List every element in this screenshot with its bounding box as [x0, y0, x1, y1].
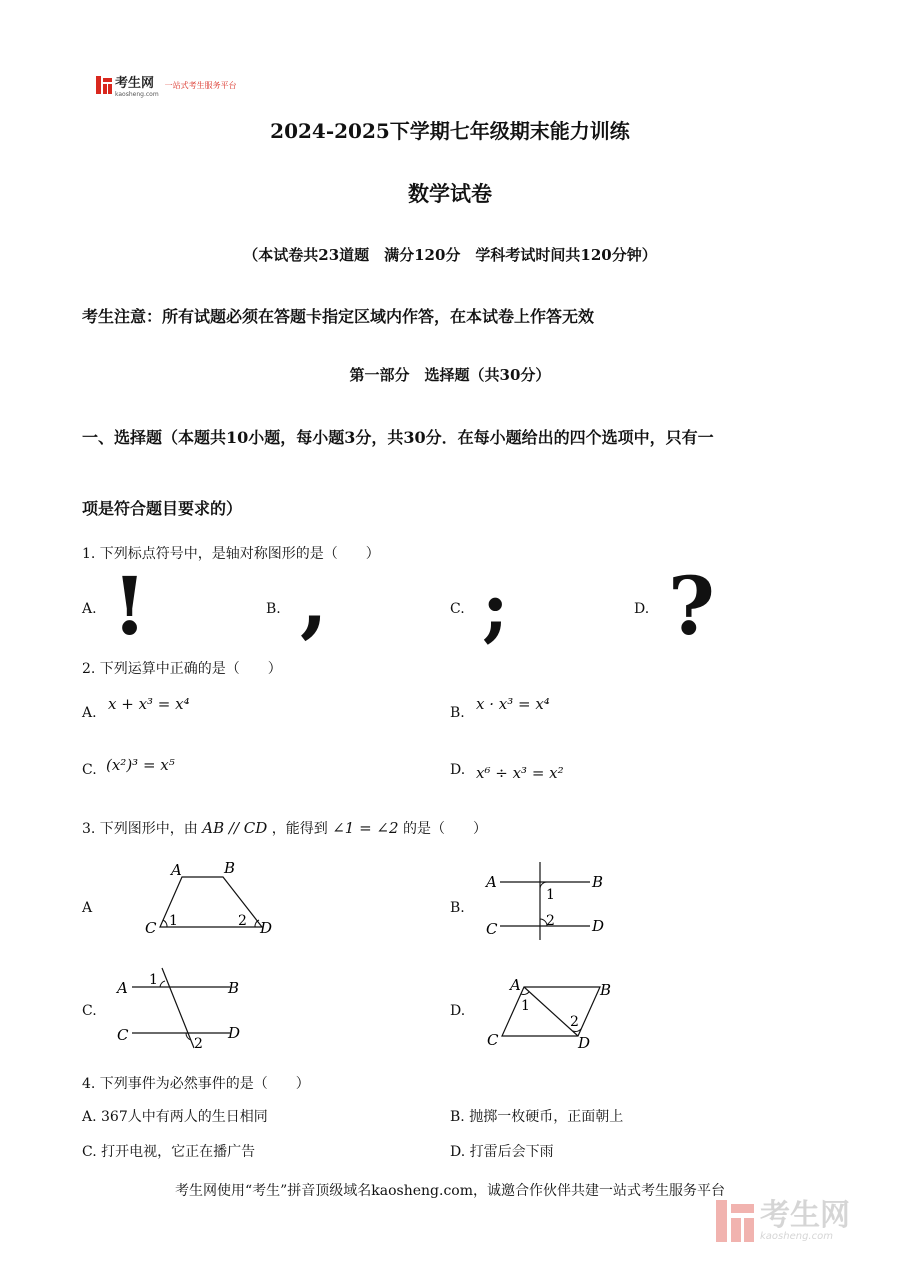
section-heading-line1: 一、选择题（本题共10小题，每小题3分，共30分．在每小题给出的四个选项中，只有一 — [82, 428, 714, 447]
q3b-label-d: D — [592, 917, 605, 935]
q3a-label-2: 2 — [238, 913, 247, 929]
q2-option-a-expr: x + x³ = x⁴ — [108, 695, 190, 713]
q2-option-c-label: C. — [82, 762, 97, 778]
q4-option-a — [82, 1106, 268, 1126]
q4-option-a-text: 367人中有两人的生日相同 — [101, 1109, 268, 1125]
q2-option-c-expr: (x²)³ = x⁵ — [106, 756, 175, 774]
q3c-label-a: A — [117, 979, 128, 997]
q3-option-a-label: A — [82, 900, 93, 916]
q4-option-c-label: C. — [82, 1144, 97, 1160]
q3b-label-c: C — [486, 920, 498, 938]
logo-name: 考生网 — [115, 76, 155, 91]
q2-option-d-label: D. — [450, 762, 466, 778]
candidate-notice: 考生注意：所有试题必须在答题卡指定区域内作答，在本试卷上作答无效 — [82, 307, 595, 326]
q4-option-b — [450, 1106, 623, 1126]
q3d-label-1: 1 — [521, 998, 530, 1014]
watermark-domain: kaosheng.com — [760, 1230, 833, 1242]
q3-stem-condition: AB // CD — [202, 819, 268, 837]
question-2-stem: 2. 下列运算中正确的是（ ） — [82, 661, 282, 677]
logo-domain: kaosheng.com — [115, 91, 159, 98]
part-title: 第一部分 选择题（共30分） — [349, 366, 551, 384]
q3d-label-a: A — [510, 976, 521, 994]
exam-info: （本试卷共23道题 满分120分 学科考试时间共120分钟） — [243, 246, 657, 264]
q2-option-b-label: B. — [450, 705, 465, 721]
watermark-logo — [716, 1197, 850, 1242]
q3-figure-b — [484, 858, 614, 943]
q1-option-c-label: C. — [450, 601, 465, 617]
q3a-label-1: 1 — [169, 913, 178, 929]
q2-option-d-expr: x⁶ ÷ x³ = x² — [476, 764, 564, 782]
logo-slogan: 一站式考生服务平台 — [164, 80, 237, 90]
q3-stem-angle: ∠1 = ∠2 — [332, 819, 399, 837]
q4-option-c — [82, 1141, 255, 1161]
q1-option-a-label: A. — [82, 601, 97, 617]
q3-option-b-label: B. — [450, 900, 465, 916]
section-heading-line2: 项是符合题目要求的） — [82, 499, 243, 518]
q3b-label-b: B — [592, 873, 604, 891]
q3-figure-c — [114, 962, 254, 1052]
q4-option-b-text: 抛掷一枚硬币，正面朝上 — [469, 1109, 624, 1125]
q2-option-a-label: A. — [82, 705, 97, 721]
question-3-stem — [82, 818, 487, 838]
q3-option-d-label: D. — [450, 1003, 466, 1019]
q3b-label-1: 1 — [546, 887, 555, 903]
q3c-label-b: B — [228, 979, 240, 997]
q2-option-b-expr: x · x³ = x⁴ — [476, 695, 550, 713]
header-logo — [96, 72, 237, 98]
q3c-angle-1-arc — [160, 981, 165, 987]
q3c-label-2: 2 — [194, 1036, 203, 1052]
q3-figure-d — [484, 972, 624, 1057]
q3c-label-d: D — [228, 1024, 241, 1042]
q3a-angle-1-arc — [163, 920, 167, 927]
q1-option-c-symbol: ; — [482, 565, 509, 650]
q4-option-d — [450, 1141, 554, 1161]
q3b-label-2: 2 — [546, 913, 555, 929]
q1-option-b-label: B. — [266, 601, 281, 617]
watermark-name: 考生网 — [760, 1197, 850, 1233]
question-4-stem: 4. 下列事件为必然事件的是（ ） — [82, 1076, 310, 1092]
q3d-label-d: D — [578, 1034, 591, 1052]
q3a-label-a: A — [171, 861, 182, 879]
q3-stem-mid: ，能得到 — [271, 821, 328, 837]
q3-option-c-label: C. — [82, 1003, 97, 1019]
q3d-label-c: C — [487, 1031, 499, 1049]
q3a-label-d: D — [260, 919, 273, 937]
q3c-label-1: 1 — [149, 972, 158, 988]
q3-stem-pre: 3. 下列图形中，由 — [82, 821, 198, 837]
q1-option-d-label: D. — [634, 601, 650, 617]
q3d-label-b: B — [600, 981, 612, 999]
q3d-label-2: 2 — [570, 1014, 579, 1030]
q4-option-d-label: D. — [450, 1144, 466, 1160]
q1-option-b-symbol: , — [300, 553, 328, 647]
q4-option-b-label: B. — [450, 1109, 465, 1125]
q3c-label-c: C — [117, 1026, 129, 1044]
q3-stem-post: 的是（ ） — [402, 821, 487, 837]
q1-option-a-symbol: ! — [112, 559, 148, 653]
q3c-transversal — [162, 968, 194, 1048]
q4-option-c-text: 打开电视，它正在播广告 — [101, 1144, 256, 1160]
q3a-label-c: C — [145, 919, 157, 937]
page-footer: 考生网使用“考生”拼音顶级域名kaosheng.com，诚邀合作伙伴共建一站式考生服务平台 — [174, 1183, 726, 1199]
q4-option-d-text: 打雷后会下雨 — [469, 1144, 554, 1160]
watermark-mark-icon — [716, 1200, 754, 1242]
q3b-label-a: A — [486, 873, 497, 891]
logo-mark-icon — [96, 76, 112, 94]
question-1-stem: 1. 下列标点符号中，是轴对称图形的是（ ） — [82, 546, 380, 562]
q3a-angle-2-arc — [255, 920, 259, 927]
q3-figure-a — [140, 855, 280, 945]
q1-option-d-symbol: ? — [668, 559, 715, 653]
q4-option-a-label: A. — [82, 1109, 97, 1125]
q3a-label-b: B — [224, 859, 236, 877]
exam-title: 2024-2025下学期七年级期末能力训练 — [270, 119, 630, 143]
exam-subtitle: 数学试卷 — [408, 181, 492, 206]
